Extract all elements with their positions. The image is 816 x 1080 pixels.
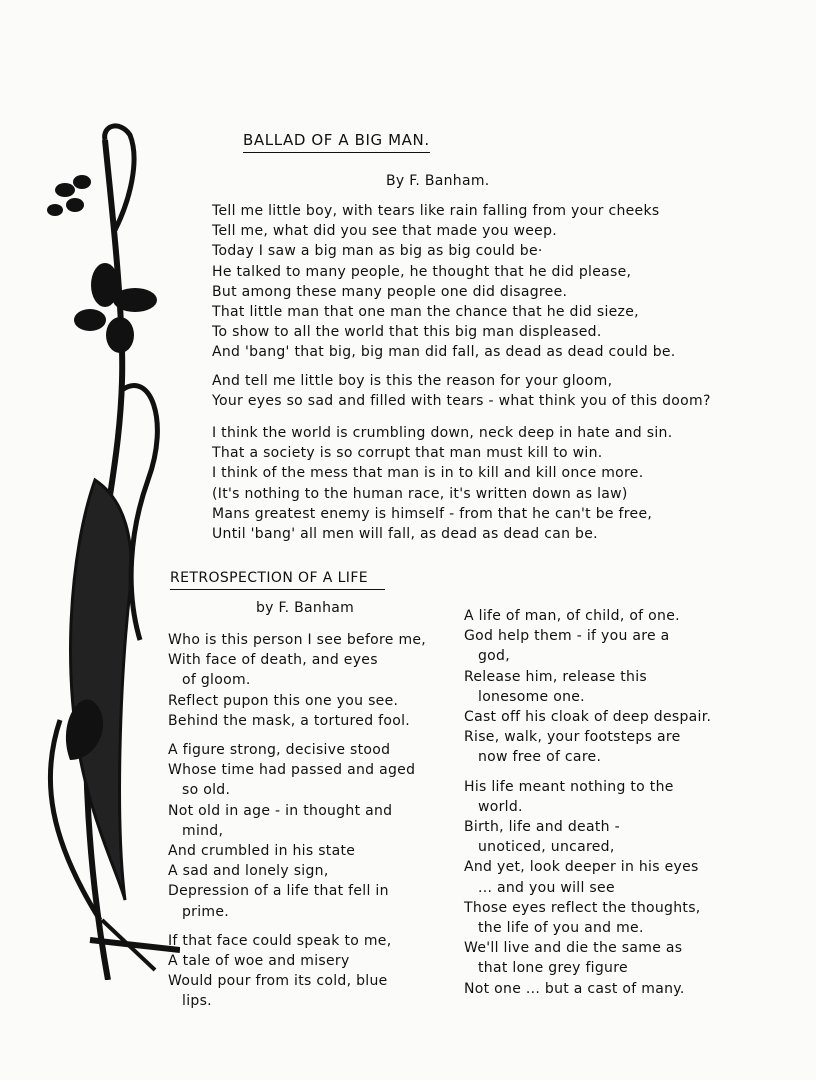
poem-line: Who is this person I see before me, <box>168 632 427 648</box>
poem-line: god, <box>478 648 510 665</box>
retrospection-title: RETROSPECTION OF A LIFE <box>170 570 385 590</box>
poem-line: Tell me little boy, with tears like rain falling from your cheeks <box>212 203 660 219</box>
retrospection-stanza <box>168 931 418 1012</box>
poem-line: A life of man, of child, of one. <box>464 608 680 624</box>
poem-line: Today I saw a big man as big as big could be· <box>212 243 543 260</box>
poem-line: His life meant nothing to the <box>464 778 674 795</box>
ballad-stanza <box>212 371 711 411</box>
ballad-byline: By F. Banham. <box>386 173 490 189</box>
poem-line: A sad and lonely sign, <box>168 863 329 880</box>
retrospection-right-column <box>464 606 764 1008</box>
poem-line: Your eyes so sad and filled with tears - what think you of this doom? <box>212 393 711 410</box>
poem-line: Tell me, what did you see that made you weep. <box>212 223 558 240</box>
poem-line: Whose time had passed and aged <box>168 762 416 779</box>
poem-line: Reflect pupon this one you see. <box>168 692 399 709</box>
poem-line: And yet, look deeper in his eyes <box>464 859 699 876</box>
poem-line: Cast off his cloak of deep despair. <box>464 709 712 726</box>
poem-line: lips. <box>182 993 212 1010</box>
poem-line: To show to all the world that this big man displeased. <box>212 324 602 341</box>
poem-line: prime. <box>182 903 230 920</box>
poem-line: If that face could speak to me, <box>168 932 392 949</box>
poem-line: ... and you will see <box>478 879 615 896</box>
poem-line: the life of you and me. <box>478 920 644 937</box>
poem-line: Not old in age - in thought and <box>168 802 393 819</box>
poem-line: With face of death, and eyes <box>168 652 378 669</box>
poem-line: And 'bang' that big, big man did fall, as dead as dead could be. <box>212 344 676 361</box>
poem-line: Would pour from its cold, blue <box>168 973 388 990</box>
poem-line: But among these many people one did disagree. <box>212 283 568 300</box>
poem-line: Mans greatest enemy is himself - from that he can't be free, <box>212 505 653 522</box>
poem-line: I think the world is crumbling down, neck deep in hate and sin. <box>212 425 673 441</box>
poem-line: Behind the mask, a tortured fool. <box>168 712 411 729</box>
poem-line: Not one ... but a cast of many. <box>464 980 685 997</box>
poem-line: that lone grey figure <box>478 960 628 977</box>
poem-line: mind, <box>182 822 224 839</box>
poem-line: unoticed, uncared, <box>478 839 615 856</box>
retrospection-stanza <box>464 777 764 999</box>
poem-line: Rise, walk, your footsteps are <box>464 729 681 746</box>
ballad-stanza <box>212 201 676 363</box>
poem-line: lonesome one. <box>478 688 585 705</box>
poem-line: A tale of woe and misery <box>168 953 350 970</box>
retrospection-stanza <box>168 740 418 922</box>
poem-line: And tell me little boy is this the reason for your gloom, <box>212 373 613 389</box>
poem-line: That little man that one man the chance that he did sieze, <box>212 304 639 321</box>
retrospection-byline: by F. Banham <box>256 600 355 616</box>
retrospection-left-column <box>168 630 427 1021</box>
floral-vine-ornament <box>30 120 180 980</box>
poem-line: of gloom. <box>182 672 251 689</box>
poem-line: Until 'bang' all men will fall, as dead as dead can be. <box>212 526 598 543</box>
poem-line: I think of the mess that man is in to kill and kill once more. <box>212 465 644 482</box>
poem-line: Depression of a life that fell in <box>168 883 389 900</box>
poem-line: He talked to many people, he thought that he did please, <box>212 263 632 280</box>
poem-line: Those eyes reflect the thoughts, <box>464 899 701 916</box>
poem-line: That a society is so corrupt that man must kill to win. <box>212 445 603 462</box>
retrospection-stanza <box>168 630 427 731</box>
poem-line: God help them - if you are a <box>464 628 670 645</box>
poem-line: Release him, release this <box>464 668 647 685</box>
poem-line: Birth, life and death - <box>464 819 620 836</box>
poem-line: We'll live and die the same as <box>464 940 683 957</box>
poem-line: A figure strong, decisive stood <box>168 742 391 759</box>
retrospection-stanza <box>464 606 764 768</box>
poem-line: (It's nothing to the human race, it's written down as law) <box>212 485 628 502</box>
ballad-title: BALLAD OF A BIG MAN. <box>243 131 430 153</box>
poem-line: so old. <box>182 782 231 799</box>
poem-line: world. <box>478 798 523 815</box>
ballad-stanza <box>212 423 672 544</box>
poem-line: And crumbled in his state <box>168 843 356 860</box>
poem-line: now free of care. <box>478 749 602 766</box>
